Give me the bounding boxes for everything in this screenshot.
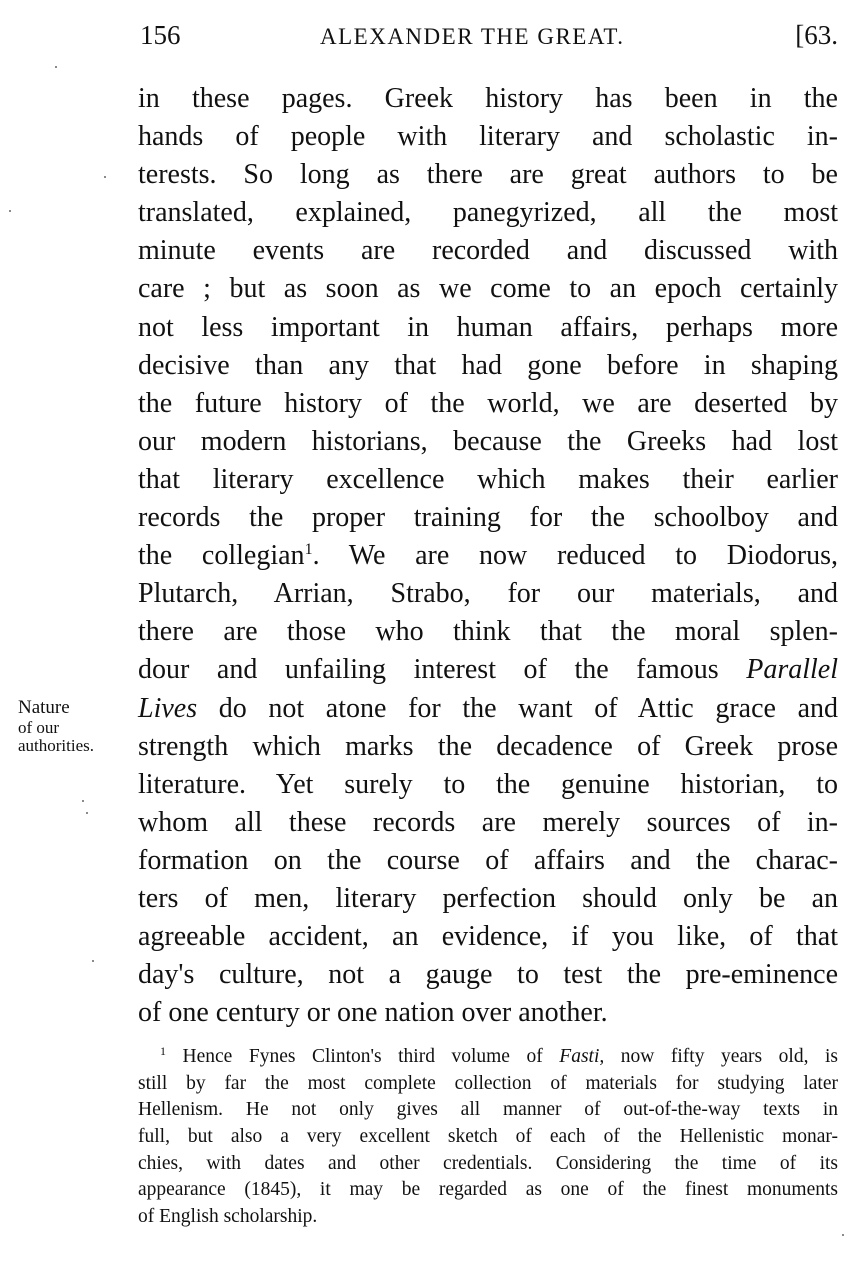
text-fragment: dour and unfailing interest of the famous bbox=[138, 654, 747, 686]
scan-speck bbox=[104, 176, 106, 178]
text-line: hands of people with literary and scholastic in- bbox=[138, 121, 838, 153]
marginal-note-line: authorities. bbox=[18, 736, 95, 755]
text-line: records the proper training for the schoolboy and bbox=[138, 502, 838, 534]
text-line: translated, explained, panegyrized, all the most bbox=[138, 197, 838, 229]
body-text bbox=[138, 80, 838, 1032]
footnote-marker: 1 bbox=[160, 1044, 166, 1058]
footnote-line: appearance (1845), it may be regarded as one of the finest monuments bbox=[138, 1179, 838, 1201]
text-line: terests. So long as there are great authors to be bbox=[138, 159, 838, 191]
running-header bbox=[138, 20, 838, 60]
scan-speck bbox=[92, 960, 94, 962]
italic-title: Lives bbox=[138, 692, 198, 724]
page-number: 156 bbox=[140, 20, 181, 50]
text-line: Plutarch, Arrian, Strabo, for our materials, and bbox=[138, 578, 838, 610]
text-line: decisive than any that had gone before in shaping bbox=[138, 349, 838, 381]
section-number: [63. bbox=[795, 20, 838, 50]
footnote-line: chies, with dates and other credentials. Considering the time of its bbox=[138, 1152, 838, 1174]
marginal-note-line: Nature bbox=[18, 697, 70, 718]
text-line: formation on the course of affairs and the charac- bbox=[138, 844, 838, 876]
text-line: ters of men, literary perfection should only be an bbox=[138, 882, 838, 914]
scan-speck bbox=[86, 812, 88, 814]
text-line: whom all these records are merely sources of in- bbox=[138, 806, 838, 838]
scan-speck bbox=[842, 1234, 844, 1236]
text-fragment: Hence Fynes Clinton's third volume of bbox=[166, 1046, 560, 1067]
marginal-note-line: of our bbox=[18, 718, 60, 737]
text-line: the future history of the world, we are deserted by bbox=[138, 387, 838, 419]
footnote-line bbox=[138, 1044, 838, 1071]
text-line: agreeable accident, an evidence, if you like, of that bbox=[138, 921, 838, 953]
footnote-line: Hellenism. He not only gives all manner of out-of-the-way texts in bbox=[138, 1099, 838, 1121]
text-line: minute events are recorded and discussed with bbox=[138, 235, 838, 267]
text-line: strength which marks the decadence of Greek prose bbox=[138, 730, 838, 762]
scan-speck bbox=[82, 800, 84, 802]
running-title: ALEXANDER THE GREAT. bbox=[320, 24, 625, 49]
marginal-note bbox=[18, 697, 94, 755]
text-line bbox=[138, 690, 838, 728]
text-fragment: now fifty years old, is bbox=[604, 1046, 838, 1067]
footnote-line: of English scholarship. bbox=[138, 1206, 318, 1228]
text-line: of one century or one nation over another. bbox=[138, 997, 608, 1029]
text-line: there are those who think that the moral splen- bbox=[138, 616, 838, 648]
footnote-reference[interactable]: 1 bbox=[304, 541, 313, 559]
footnote-line: full, but also a very excellent sketch of each of the Hellenistic monar- bbox=[138, 1126, 838, 1148]
scan-speck bbox=[9, 210, 11, 212]
text-line: day's culture, not a gauge to test the pre-eminence bbox=[138, 959, 838, 991]
text-line: not less important in human affairs, perhaps more bbox=[138, 311, 838, 343]
text-line: literature. Yet surely to the genuine historian, to bbox=[138, 768, 838, 800]
text-fragment: . We are now reduced to Diodorus, bbox=[312, 540, 839, 572]
italic-title: Parallel bbox=[746, 654, 838, 686]
text-line: care ; but as soon as we come to an epoch certainly bbox=[138, 273, 838, 305]
text-line bbox=[138, 651, 838, 689]
text-line bbox=[138, 537, 838, 575]
text-line: in these pages. Greek history has been in the bbox=[138, 83, 838, 114]
scan-speck bbox=[55, 66, 57, 68]
text-line: our modern historians, because the Greeks had lost bbox=[138, 425, 838, 457]
text-fragment: do not atone for the want of Attic grace and bbox=[197, 692, 838, 724]
text-fragment: the collegian bbox=[138, 540, 305, 572]
italic-title: Fasti, bbox=[559, 1046, 605, 1067]
text-line: that literary excellence which makes their earlier bbox=[138, 463, 838, 495]
footnote-line: still by far the most complete collection of materials for studying later bbox=[138, 1072, 838, 1094]
footnote bbox=[138, 1044, 838, 1231]
